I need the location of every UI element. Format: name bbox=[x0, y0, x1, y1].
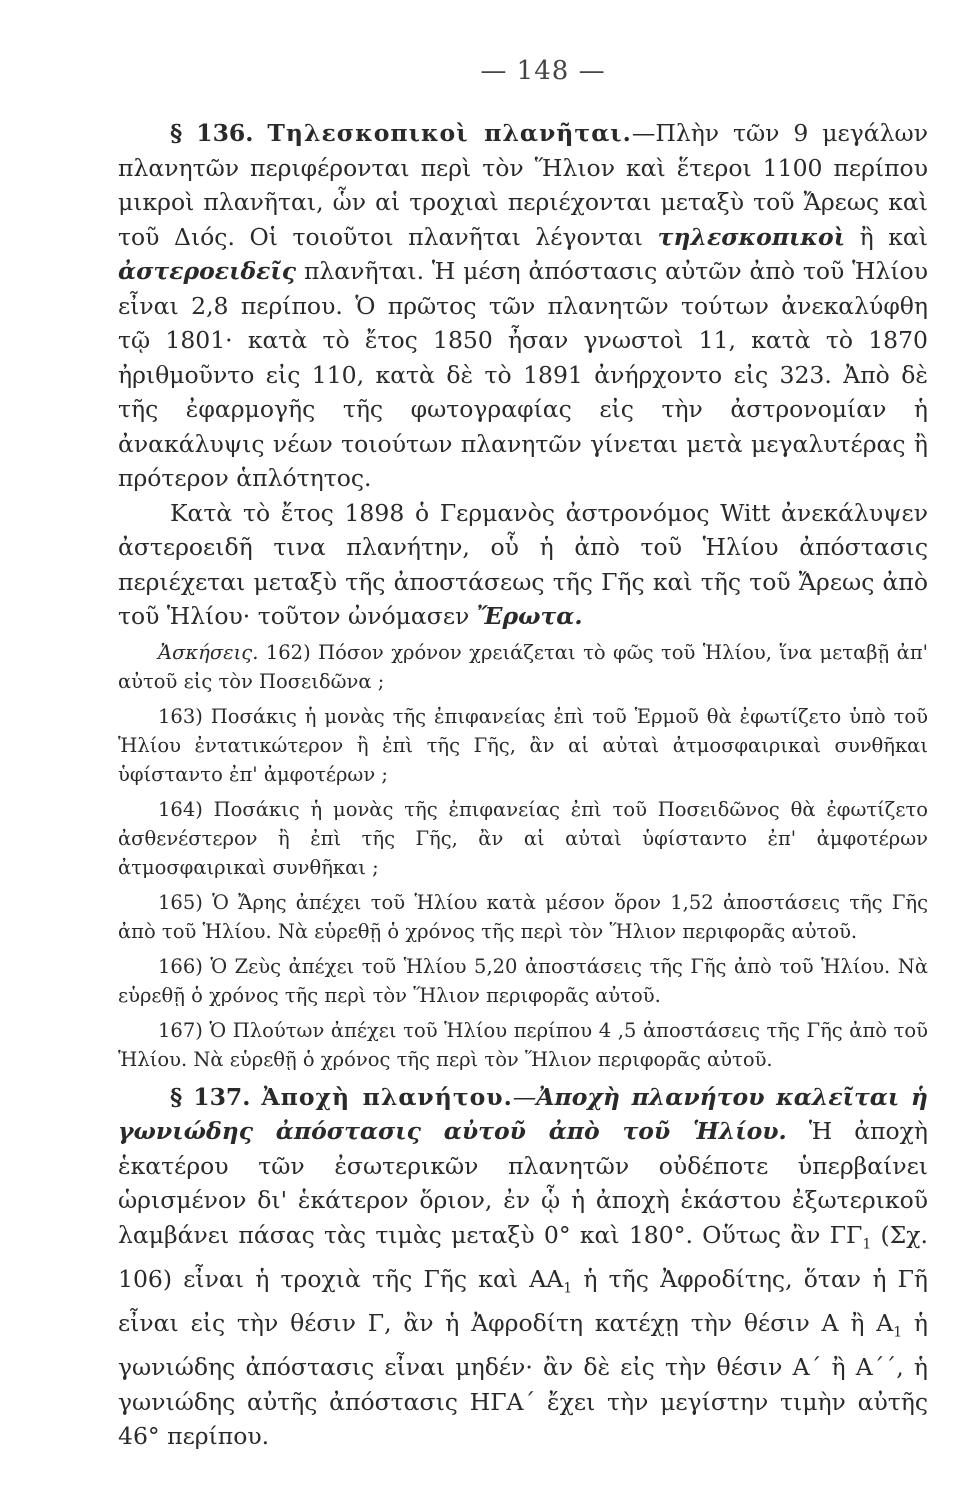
definition: Ἀποχὴ πλανήτου καλεῖται ἡ γωνιώδης ἀπόστασις αὐτοῦ ἀπὸ τοῦ Ἡλίου. bbox=[118, 1082, 928, 1145]
section-text: πλανῆται. Ἡ μέση ἀπόστασις αὐτῶν ἀπὸ τοῦ Ἡλίου εἶναι 2,8 περίπου. Ὁ πρῶτος τῶν πλανητῶν τούτων ἀνεκαλύφθη τῷ 1801· κατὰ τὸ ἔτος 1850 ἦσαν γνωστοὶ 11, κατὰ τὸ 1870 ἠριθμοῦντο εἰς 110, κατὰ δὲ τὸ 1891 ἀνήρχοντο εἰς 323. Ἀπὸ δὲ τῆς ἐφαρμογῆς τῆς φωτογραφίας εἰς τὴν ἀστρονομίαν ἡ ἀνακάλυψις νέων τοιούτων πλανητῶν γίνεται μετὰ μεγαλυτέρας ἢ πρότερον ἁπλότητος. bbox=[118, 257, 928, 492]
section-text: (Σχ. 106) εἶναι ἡ τροχιὰ τῆς Γῆς καὶ ΑΑ bbox=[118, 1220, 928, 1293]
section-137-paragraph bbox=[118, 1080, 928, 1454]
exercise-167 bbox=[118, 1016, 928, 1074]
term-telescopic: τηλεσκοπικοὶ bbox=[657, 222, 846, 251]
exercise-164 bbox=[118, 795, 928, 882]
asteroid-name: Ἔρωτα. bbox=[476, 602, 583, 630]
section-symbol: § bbox=[170, 119, 183, 147]
exercise-165 bbox=[118, 888, 928, 946]
exercise-text: 167) Ὁ Πλούτων ἀπέχει τοῦ Ἡλίου περίπου 4 ,5 ἀποστάσεις τῆς Γῆς ἀπὸ τοῦ Ἡλίου. Νὰ εὑρεθῇ ὁ χρόνος τῆς περὶ τὸν Ἥλιον περιφορᾶς αὐτοῦ. bbox=[118, 1018, 928, 1071]
exercise-163 bbox=[118, 702, 928, 789]
eros-paragraph bbox=[118, 496, 928, 634]
exercise-text: 163) Ποσάκις ἡ μονὰς τῆς ἐπιφανείας ἐπὶ τοῦ Ἑρμοῦ θὰ ἐφωτίζετο ὑπὸ τοῦ Ἡλίου ἐντατικώτερον ἢ ἐπὶ τῆς Γῆς, ἂν αἱ αὐταὶ ἀτμοσφαιρικαὶ συνθῆκαι ὑφίσταντο ἐπ' ἀμφοτέρων ; bbox=[118, 704, 928, 786]
exercise-text: 166) Ὁ Ζεὺς ἀπέχει τοῦ Ἡλίου 5,20 ἀποστάσεις τῆς Γῆς ἀπὸ τοῦ Ἡλίου. Νὰ εὑρεθῇ ὁ χρόνος τῆς περὶ τὸν Ἥλιον περιφορᾶς αὐτοῦ. bbox=[118, 954, 928, 1007]
section-text: ἡ τῆς Ἀφροδίτης, ὅταν ἡ Γῆ εἶναι εἰς τὴν θέσιν Γ, ἂν ἡ Ἀφροδίτη κατέχῃ τὴν θέσιν Α ἢ Α bbox=[118, 1264, 928, 1337]
section-text: ἡ γωνιώδης ἀπόστασις εἶναι μηδέν· ἂν δὲ εἰς τὴν θέσιν Α΄ ἢ Α΄΄, ἡ γωνιώδης αὐτῆς ἀπόστασις ΗΓΑ΄ ἔχει τὴν μεγίστην τιμὴν αὐτῆς 46° περίπου. bbox=[118, 1308, 928, 1451]
subscript: 1 bbox=[893, 1324, 903, 1341]
section-text: —Πλὴν τῶν 9 μεγάλων πλανητῶν περιφέρονται περὶ τὸν Ἥλιον καὶ ἕτεροι 1100 περίπου μικροὶ πλανῆται, ὧν αἱ τροχιαὶ περιέχονται μεταξὺ τοῦ Ἄρεως καὶ τοῦ Διός. Οἱ τοιοῦτοι πλανῆται λέγονται bbox=[118, 119, 928, 251]
dash: — bbox=[512, 1082, 537, 1111]
section-number: 136. bbox=[196, 119, 254, 147]
section-heading: Ἀποχὴ πλανήτου. bbox=[261, 1082, 513, 1111]
section-heading: Τηλεσκοπικοὶ πλανῆται. bbox=[267, 119, 632, 147]
page-number: — 148 — bbox=[480, 56, 606, 86]
paragraph-text: Κατὰ τὸ ἔτος 1898 ὁ Γερμανὸς ἀστρονόμος Witt ἀνεκάλυψεν ἀστεροειδῆ τινα πλανήτην, οὗ ἡ ἀπὸ τοῦ Ἡλίου ἀπόστασις περιέχεται μεταξὺ τῆς ἀποστάσεως τῆς Γῆς καὶ τῆς τοῦ Ἄρεως ἀπὸ τοῦ Ἡλίου· τοῦτον ὠνόμασεν bbox=[118, 498, 928, 630]
exercise-text: 165) Ὁ Ἄρης ἀπέχει τοῦ Ἡλίου κατὰ μέσον ὅρον 1,52 ἀποστάσεις τῆς Γῆς ἀπὸ τοῦ Ἡλίου. Νὰ εὑρεθῇ ὁ χρόνος τῆς περὶ τὸν Ἥλιον περιφορᾶς αὐτοῦ. bbox=[118, 890, 928, 943]
exercise-166 bbox=[118, 952, 928, 1010]
section-136-paragraph bbox=[118, 116, 928, 496]
exercise-text: 164) Ποσάκις ἡ μονὰς τῆς ἐπιφανείας ἐπὶ τοῦ Ποσειδῶνος θὰ ἐφωτίζετο ἀσθενέστερον ἢ ἐπὶ τῆς Γῆς, ἂν αἱ αὐταὶ ὑφίσταντο ἐπ' ἀμφοτέρων ἀτμοσφαιρικαὶ συνθῆκαι ; bbox=[118, 797, 928, 879]
term-asteroids: ἀστεροειδεῖς bbox=[118, 257, 297, 285]
section-symbol: § bbox=[170, 1082, 183, 1111]
section-number: 137. bbox=[193, 1082, 251, 1111]
exercises-label: Ἀσκήσεις. bbox=[158, 640, 259, 664]
subscript: 1 bbox=[862, 1236, 872, 1253]
subscript: 1 bbox=[563, 1280, 573, 1297]
exercise-162 bbox=[118, 638, 928, 696]
section-text: Ἡ ἀποχὴ ἑκατέρου τῶν ἐσωτερικῶν πλανητῶν οὐδέποτε ὑπερβαίνει ὡρισμένον δι' ἑκάτερον ὅριον, ἐν ᾧ ἡ ἀποχὴ ἑκάστου ἐξωτερικοῦ λαμβάνει πάσας τὰς τιμὰς μεταξὺ 0° καὶ 180°. Οὕτως ἂν ΓΓ bbox=[118, 1117, 928, 1249]
section-text: ἢ καὶ bbox=[845, 222, 929, 251]
exercise-text: 162) Πόσον χρόνον χρειάζεται τὸ φῶς τοῦ Ἡλίου, ἵνα μεταβῇ ἀπ' αὐτοῦ εἰς τὸν Ποσειδῶνα ; bbox=[118, 640, 928, 693]
